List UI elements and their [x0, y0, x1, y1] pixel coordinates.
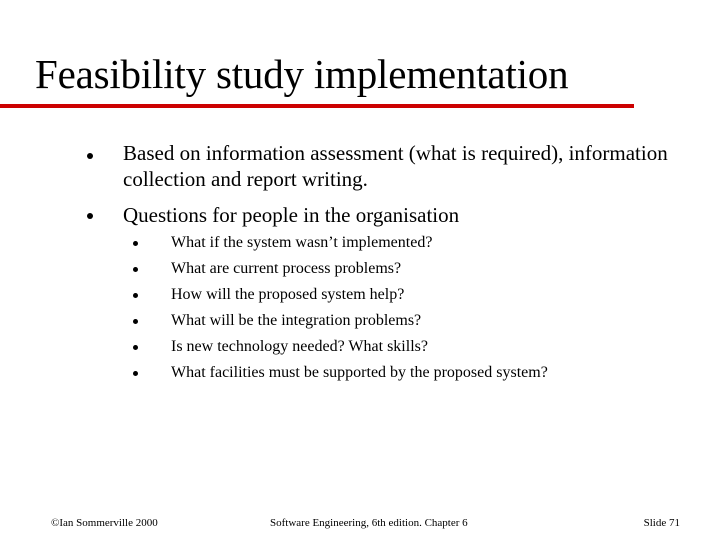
slide-title: Feasibility study implementation — [35, 51, 569, 97]
sub-bullet-dot-icon — [133, 345, 138, 350]
sub-bullet-text: Is new technology needed? What skills? — [171, 338, 428, 355]
footer-slide-number: Slide 71 — [643, 517, 680, 529]
bullet-dot-icon — [87, 213, 93, 219]
sub-bullet-dot-icon — [133, 319, 138, 324]
sub-bullet-text: What will be the integration problems? — [171, 312, 422, 329]
sub-bullet-dot-icon — [133, 241, 138, 246]
sub-bullet-dot-icon — [133, 371, 138, 376]
title-underline-rule — [0, 104, 634, 108]
sub-bullet-text: How will the proposed system help? — [171, 286, 405, 303]
bullet-text: Questions for people in the organisation — [123, 203, 460, 227]
sub-bullet-dot-icon — [133, 293, 138, 298]
bullet-dot-icon — [87, 153, 93, 159]
footer-book-title: Software Engineering, 6th edition. Chapter 6 — [270, 517, 468, 529]
sub-bullet-text: What if the system wasn’t implemented? — [171, 234, 433, 251]
sub-bullet-text: What facilities must be supported by the proposed system? — [171, 364, 548, 381]
sub-bullet-dot-icon — [133, 267, 138, 272]
bullet-text: Based on information assessment (what is required), information collection and report writing. — [123, 141, 668, 191]
sub-bullet-text: What are current process problems? — [171, 260, 402, 277]
footer-copyright: ©Ian Sommerville 2000 — [51, 517, 158, 529]
